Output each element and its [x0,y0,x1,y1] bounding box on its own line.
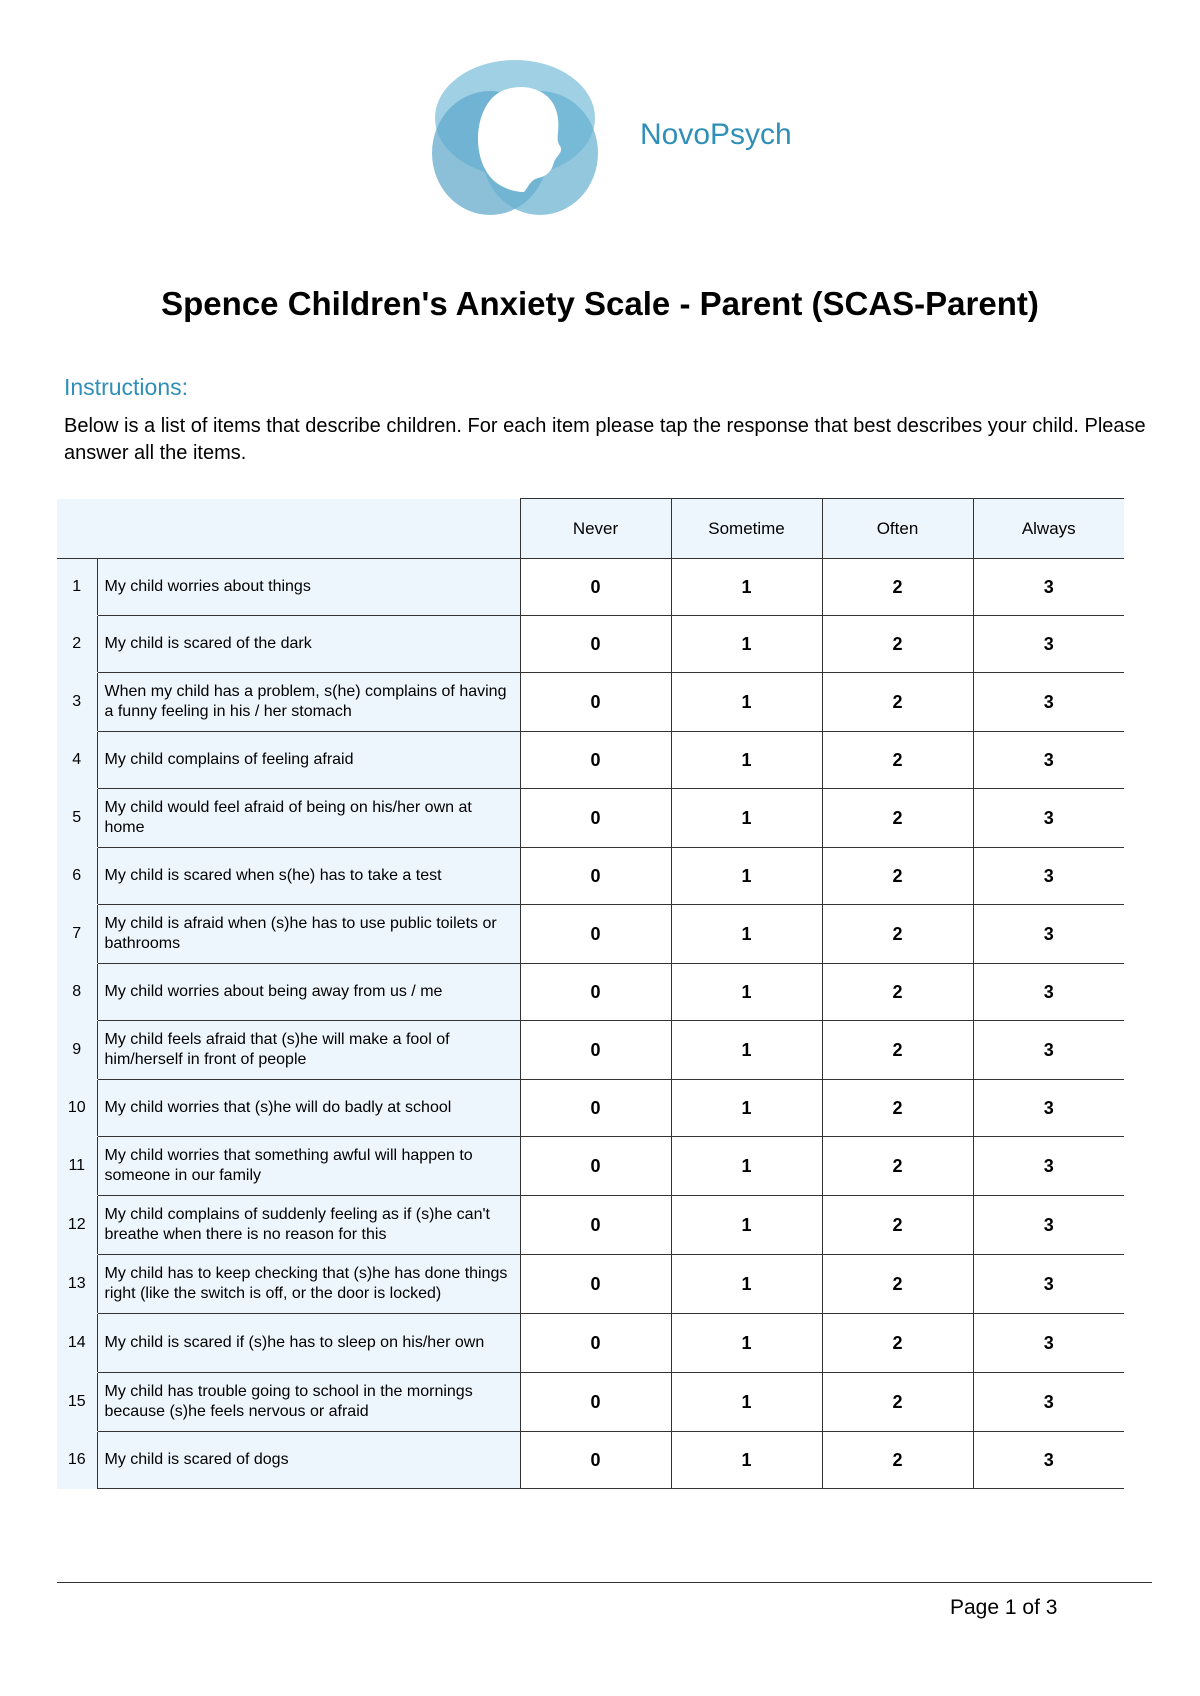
response-often-option[interactable]: 2 [822,1432,973,1489]
header-often: Often [822,499,973,559]
response-often-option[interactable]: 2 [822,1021,973,1080]
response-sometime-option[interactable]: 1 [671,905,822,964]
item-text: My child worries that something awful will happen to someone in our family [97,1137,520,1196]
item-text: My child is scared when s(he) has to take a test [97,848,520,905]
response-never-option[interactable]: 0 [520,1021,671,1080]
item-text: My child is scared of the dark [97,616,520,673]
item-number: 8 [57,964,97,1021]
response-often-option[interactable]: 2 [822,1373,973,1432]
item-number: 1 [57,559,97,616]
response-never-option[interactable]: 0 [520,732,671,789]
response-often-option[interactable]: 2 [822,732,973,789]
response-always-option[interactable]: 3 [973,616,1124,673]
response-sometime-option[interactable]: 1 [671,848,822,905]
response-never-option[interactable]: 0 [520,848,671,905]
response-sometime-option[interactable]: 1 [671,673,822,732]
response-always-option[interactable]: 3 [973,848,1124,905]
response-never-option[interactable]: 0 [520,964,671,1021]
page-title: Spence Children's Anxiety Scale - Parent (SCAS-Parent) [161,285,1039,322]
item-number: 13 [57,1255,97,1314]
item-number: 16 [57,1432,97,1489]
table-row [57,905,1124,964]
response-sometime-option[interactable]: 1 [671,1137,822,1196]
item-text: My child has trouble going to school in the mornings because (s)he feels nervous or afraid [97,1373,520,1432]
response-sometime-option[interactable]: 1 [671,1314,822,1373]
footer-divider [57,1582,1152,1583]
item-text: My child worries about being away from us / me [97,964,520,1021]
response-always-option[interactable]: 3 [973,1196,1124,1255]
response-sometime-option[interactable]: 1 [671,1080,822,1137]
response-always-option[interactable]: 3 [973,1080,1124,1137]
response-always-option[interactable]: 3 [973,732,1124,789]
item-number: 5 [57,789,97,848]
response-never-option[interactable]: 0 [520,616,671,673]
item-rows [57,559,1124,1489]
response-sometime-option[interactable]: 1 [671,616,822,673]
response-always-option[interactable]: 3 [973,1255,1124,1314]
response-often-option[interactable]: 2 [822,1080,973,1137]
table-row [57,789,1124,848]
response-never-option[interactable]: 0 [520,1080,671,1137]
response-often-option[interactable]: 2 [822,964,973,1021]
response-often-option[interactable]: 2 [822,1314,973,1373]
header-blank [97,499,520,559]
header-never: Never [520,499,671,559]
response-sometime-option[interactable]: 1 [671,732,822,789]
response-never-option[interactable]: 0 [520,1137,671,1196]
item-number: 2 [57,616,97,673]
response-never-option[interactable]: 0 [520,1255,671,1314]
questionnaire-table [57,498,1124,1489]
item-number: 11 [57,1137,97,1196]
response-sometime-option[interactable]: 1 [671,559,822,616]
item-number: 3 [57,673,97,732]
item-number: 6 [57,848,97,905]
item-text: My child would feel afraid of being on his/her own at home [97,789,520,848]
response-never-option[interactable]: 0 [520,673,671,732]
item-text: My child is scared if (s)he has to sleep on his/her own [97,1314,520,1373]
table-row [57,1314,1124,1373]
item-text: My child is afraid when (s)he has to use public toilets or bathrooms [97,905,520,964]
item-number: 9 [57,1021,97,1080]
response-always-option[interactable]: 3 [973,1137,1124,1196]
header-sometime: Sometime [671,499,822,559]
response-never-option[interactable]: 0 [520,559,671,616]
item-number: 4 [57,732,97,789]
response-sometime-option[interactable]: 1 [671,964,822,1021]
table-row [57,559,1124,616]
table-row [57,1373,1124,1432]
response-sometime-option[interactable]: 1 [671,1196,822,1255]
response-often-option[interactable]: 2 [822,1255,973,1314]
response-sometime-option[interactable]: 1 [671,1373,822,1432]
item-number: 10 [57,1080,97,1137]
item-text: When my child has a problem, s(he) complains of having a funny feeling in his / her stomach [97,673,520,732]
response-often-option[interactable]: 2 [822,789,973,848]
item-text: My child worries that (s)he will do badly at school [97,1080,520,1137]
novopsych-logo [430,58,600,216]
table-row [57,1432,1124,1489]
response-always-option[interactable]: 3 [973,1314,1124,1373]
table-row [57,964,1124,1021]
table-row [57,1137,1124,1196]
table-row [57,616,1124,673]
item-number: 12 [57,1196,97,1255]
response-often-option[interactable]: 2 [822,905,973,964]
item-number: 7 [57,905,97,964]
response-often-option[interactable]: 2 [822,1137,973,1196]
table-row [57,848,1124,905]
table-row [57,1255,1124,1314]
response-always-option[interactable]: 3 [973,1373,1124,1432]
response-never-option[interactable]: 0 [520,789,671,848]
response-often-option[interactable]: 2 [822,1196,973,1255]
brand-name: NovoPsych [640,118,792,151]
response-always-option[interactable]: 3 [973,789,1124,848]
item-text: My child worries about things [97,559,520,616]
response-sometime-option[interactable]: 1 [671,1021,822,1080]
item-number: 15 [57,1373,97,1432]
response-never-option[interactable]: 0 [520,905,671,964]
response-never-option[interactable]: 0 [520,1432,671,1489]
table-row [57,1021,1124,1080]
response-always-option[interactable]: 3 [973,559,1124,616]
response-often-option[interactable]: 2 [822,673,973,732]
item-text: My child has to keep checking that (s)he has done things right (like the switch is off, or the door is locked) [97,1255,520,1314]
response-always-option[interactable]: 3 [973,964,1124,1021]
response-never-option[interactable]: 0 [520,1314,671,1373]
item-number: 14 [57,1314,97,1373]
response-never-option[interactable]: 0 [520,1196,671,1255]
response-always-option[interactable]: 3 [973,905,1124,964]
response-often-option[interactable]: 2 [822,848,973,905]
page-number: Page 1 of 3 [950,1596,1058,1619]
item-text: My child complains of feeling afraid [97,732,520,789]
header-row [57,499,1124,559]
table-row [57,1196,1124,1255]
item-text: My child feels afraid that (s)he will make a fool of him/herself in front of people [97,1021,520,1080]
response-sometime-option[interactable]: 1 [671,1432,822,1489]
response-always-option[interactable]: 3 [973,1432,1124,1489]
table-row [57,1080,1124,1137]
response-never-option[interactable]: 0 [520,1373,671,1432]
response-often-option[interactable]: 2 [822,559,973,616]
instructions-heading: Instructions: [64,374,188,400]
response-sometime-option[interactable]: 1 [671,1255,822,1314]
table-row [57,673,1124,732]
response-sometime-option[interactable]: 1 [671,789,822,848]
header-blank [57,499,97,559]
response-always-option[interactable]: 3 [973,1021,1124,1080]
table-row [57,732,1124,789]
header-always: Always [973,499,1124,559]
item-text: My child complains of suddenly feeling as if (s)he can't breathe when there is no reason for this [97,1196,520,1255]
response-often-option[interactable]: 2 [822,616,973,673]
item-text: My child is scared of dogs [97,1432,520,1489]
response-always-option[interactable]: 3 [973,673,1124,732]
instructions-text: Below is a list of items that describe children. For each item please tap the response that best describes your child. Please answer all the items. [64,415,1146,464]
